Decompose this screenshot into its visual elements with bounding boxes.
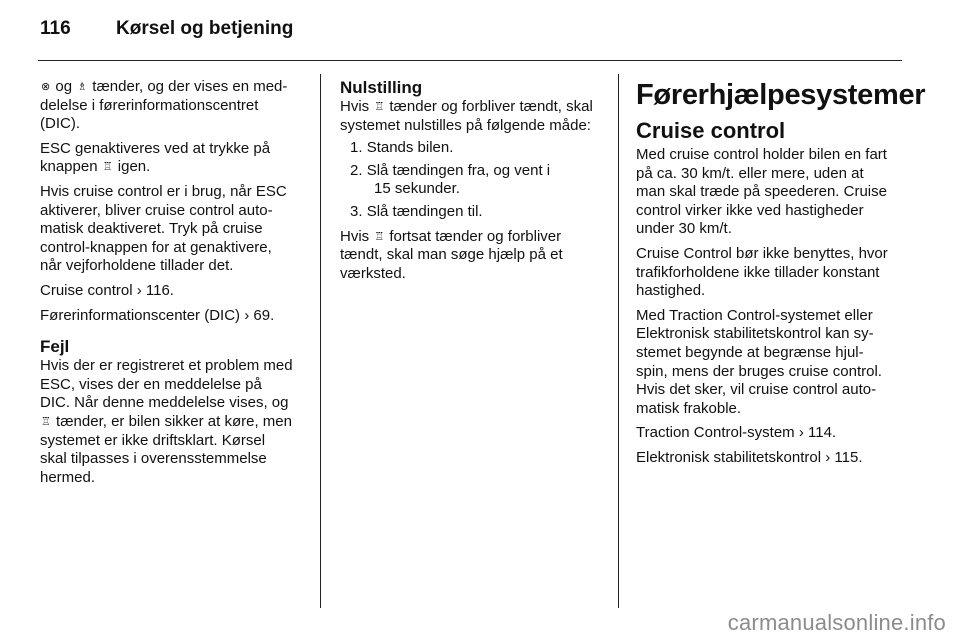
cross-reference-dic[interactable]: Førerinformationscenter (DIC) › 69. (40, 306, 275, 324)
list-item: 2. Slå tændingen fra, og vent i 15 sekunder. (350, 161, 551, 198)
nulstilling-heading: Nulstilling (340, 78, 423, 97)
column-divider-2 (618, 74, 619, 608)
reference-arrow-icon: › (798, 424, 804, 442)
list-item: 3. Slå tændingen til. (350, 202, 483, 220)
cruise-paragraph-2: Cruise Control bør ikke benyttes, hvor trafikforholdene ikke tillader konstant hastighed. (636, 244, 888, 300)
reference-arrow-icon: › (136, 281, 142, 299)
esc-off-icon: ⊗ (41, 81, 51, 93)
reset-steps (340, 139, 602, 221)
cruise-deactivate-paragraph: Hvis cruise control er i brug, når ESC aktiverer, bliver cruise control auto- matisk deaktiveret. Tryk på cruise control-knappen for at genaktivere, når vejforholdene tillader det. (40, 182, 287, 275)
cruise-paragraph-1: Med cruise control holder bilen en fart på ca. 30 km/t. eller mere, uden at man skal træde på speederen. Cruise control virker ikke ved hastigheder under 30 km/t. (636, 146, 887, 238)
header-rule (38, 60, 902, 61)
reset-intro: Hvis ♖ tænder og forbliver tændt, skal systemet nulstilles på følgende måde: (340, 98, 593, 134)
esc-icon: ♖ (41, 415, 51, 428)
esc-icon: ♖ (374, 230, 385, 243)
reference-arrow-icon: › (244, 306, 250, 324)
column-1 (40, 78, 302, 493)
section-title: Førerhjælpesystemer (636, 79, 926, 111)
esc-icon: ♖ (102, 161, 113, 174)
page-number: 116 (40, 18, 71, 39)
esc-off-paragraph: ⊗ og ♗ tænder, og der vises en med- delelse i førerinformationscentret (DIC). (40, 78, 288, 133)
esc-icon: ♖ (374, 101, 385, 113)
fejl-heading: Fejl (40, 337, 70, 357)
cross-reference-esc[interactable]: Elektronisk stabilitetskontrol › 115. (636, 448, 863, 466)
cross-reference-cruise[interactable]: Cruise control › 116. (40, 281, 174, 299)
chapter-title: Kørsel og betjening (116, 18, 294, 39)
column-3 (636, 78, 926, 474)
reset-outro: Hvis ♖ fortsat tænder og forbliver tændt, skal man søge hjælp på et værksted. (340, 227, 563, 282)
cruise-control-heading: Cruise control (636, 118, 786, 143)
esc-reactivate-paragraph: ESC genaktiveres ved at trykke på knappen ♖ igen. (40, 139, 271, 176)
cruise-paragraph-3: Med Traction Control-systemet eller Elektronisk stabilitetskontrol kan sy- stemet begynde at begrænse hjul- spin, mens der bruges cruise control. Hvis det sker, vil cruise control auto- matisk frakoble. (636, 306, 882, 417)
watermark: carmanualsonline.info (727, 610, 946, 635)
column-divider-1 (320, 74, 321, 608)
cross-reference-traction[interactable]: Traction Control-system › 114. (636, 424, 837, 442)
traction-icon: ♗ (77, 81, 88, 93)
fejl-paragraph: Hvis der er registreret et problem med ESC, vises der en meddelelse på DIC. Når denne meddelelse vises, og ♖ tænder, er bilen sikker at køre, men systemet er ikke driftsklart. Kørsel skal tilpasses i overensstemmelse hermed. (40, 357, 293, 486)
column-2 (340, 78, 602, 289)
reference-arrow-icon: › (825, 448, 831, 466)
list-item: 1. Stands bilen. (350, 139, 454, 157)
